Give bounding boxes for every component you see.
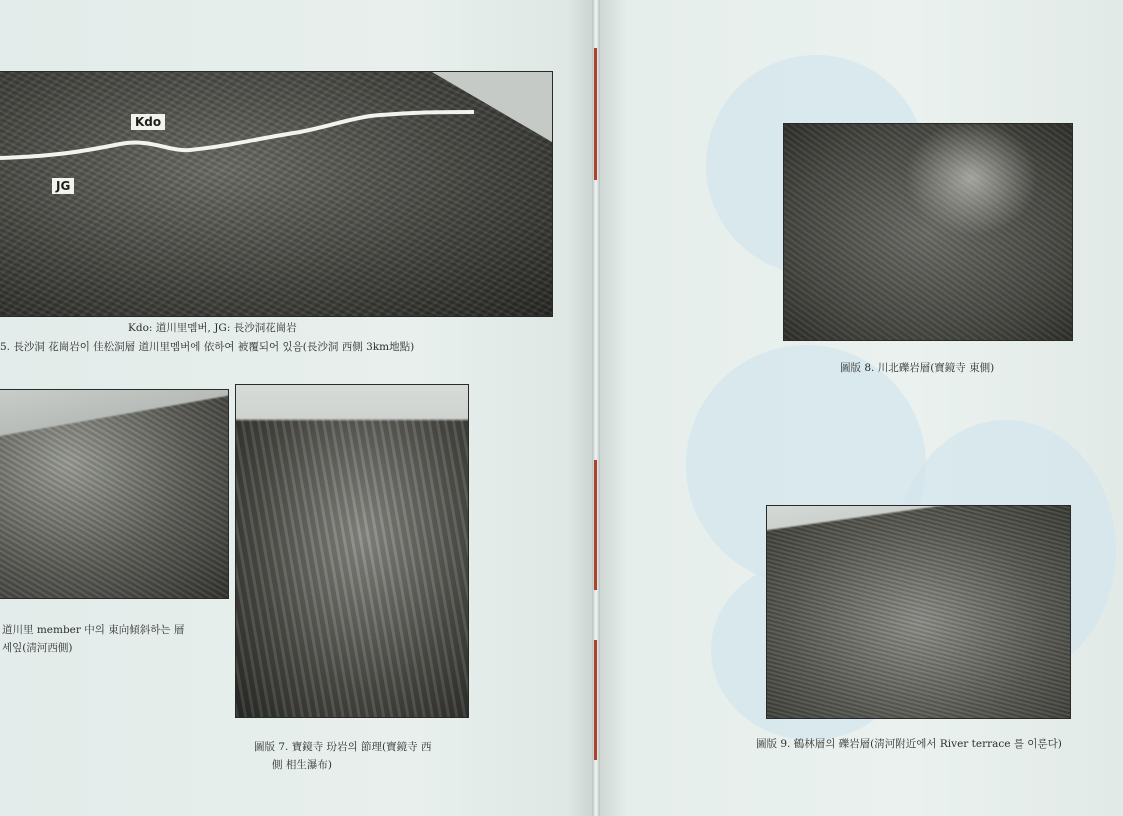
contact-line bbox=[0, 72, 552, 316]
plate6-photo bbox=[0, 390, 228, 598]
plate5-photo bbox=[0, 72, 552, 316]
plate6-caption-line1: 道川里 member 中의 東向傾斜하는 層 bbox=[2, 624, 185, 636]
plate7-caption-line2: 側 相生瀑布) bbox=[272, 759, 332, 771]
plate5-caption: 5. 長沙洞 花崗岩이 佳松洞層 道川里멤버에 依하여 被覆되어 있음(長沙洞 西側 3km地點) bbox=[0, 341, 415, 353]
plate9-caption: 圖版 9. 鶴林層의 礫岩層(淸河附近에서 River terrace 를 이룬다) bbox=[756, 738, 1062, 750]
binding-stitch bbox=[594, 460, 597, 590]
label-kdo: Kdo bbox=[131, 114, 165, 130]
binding-stitch bbox=[594, 48, 597, 180]
plate9-photo bbox=[767, 506, 1070, 718]
binding-stitch bbox=[594, 640, 597, 760]
right-page bbox=[596, 0, 1123, 816]
plate8-caption: 圖版 8. 川北礫岩層(寶鏡寺 東側) bbox=[840, 362, 995, 374]
plate5-legend: Kdo: 道川里멤버, JG: 長沙洞花崗岩 bbox=[128, 322, 297, 334]
plate7-photo bbox=[236, 385, 468, 717]
plate7-caption-line1: 圖版 7. 寶鏡寺 玢岩의 節理(寶鏡寺 西 bbox=[254, 741, 432, 753]
plate6-caption-line2: 세잎(淸河西側) bbox=[2, 642, 73, 654]
plate8-photo bbox=[784, 124, 1072, 340]
label-jg: JG bbox=[52, 178, 74, 194]
